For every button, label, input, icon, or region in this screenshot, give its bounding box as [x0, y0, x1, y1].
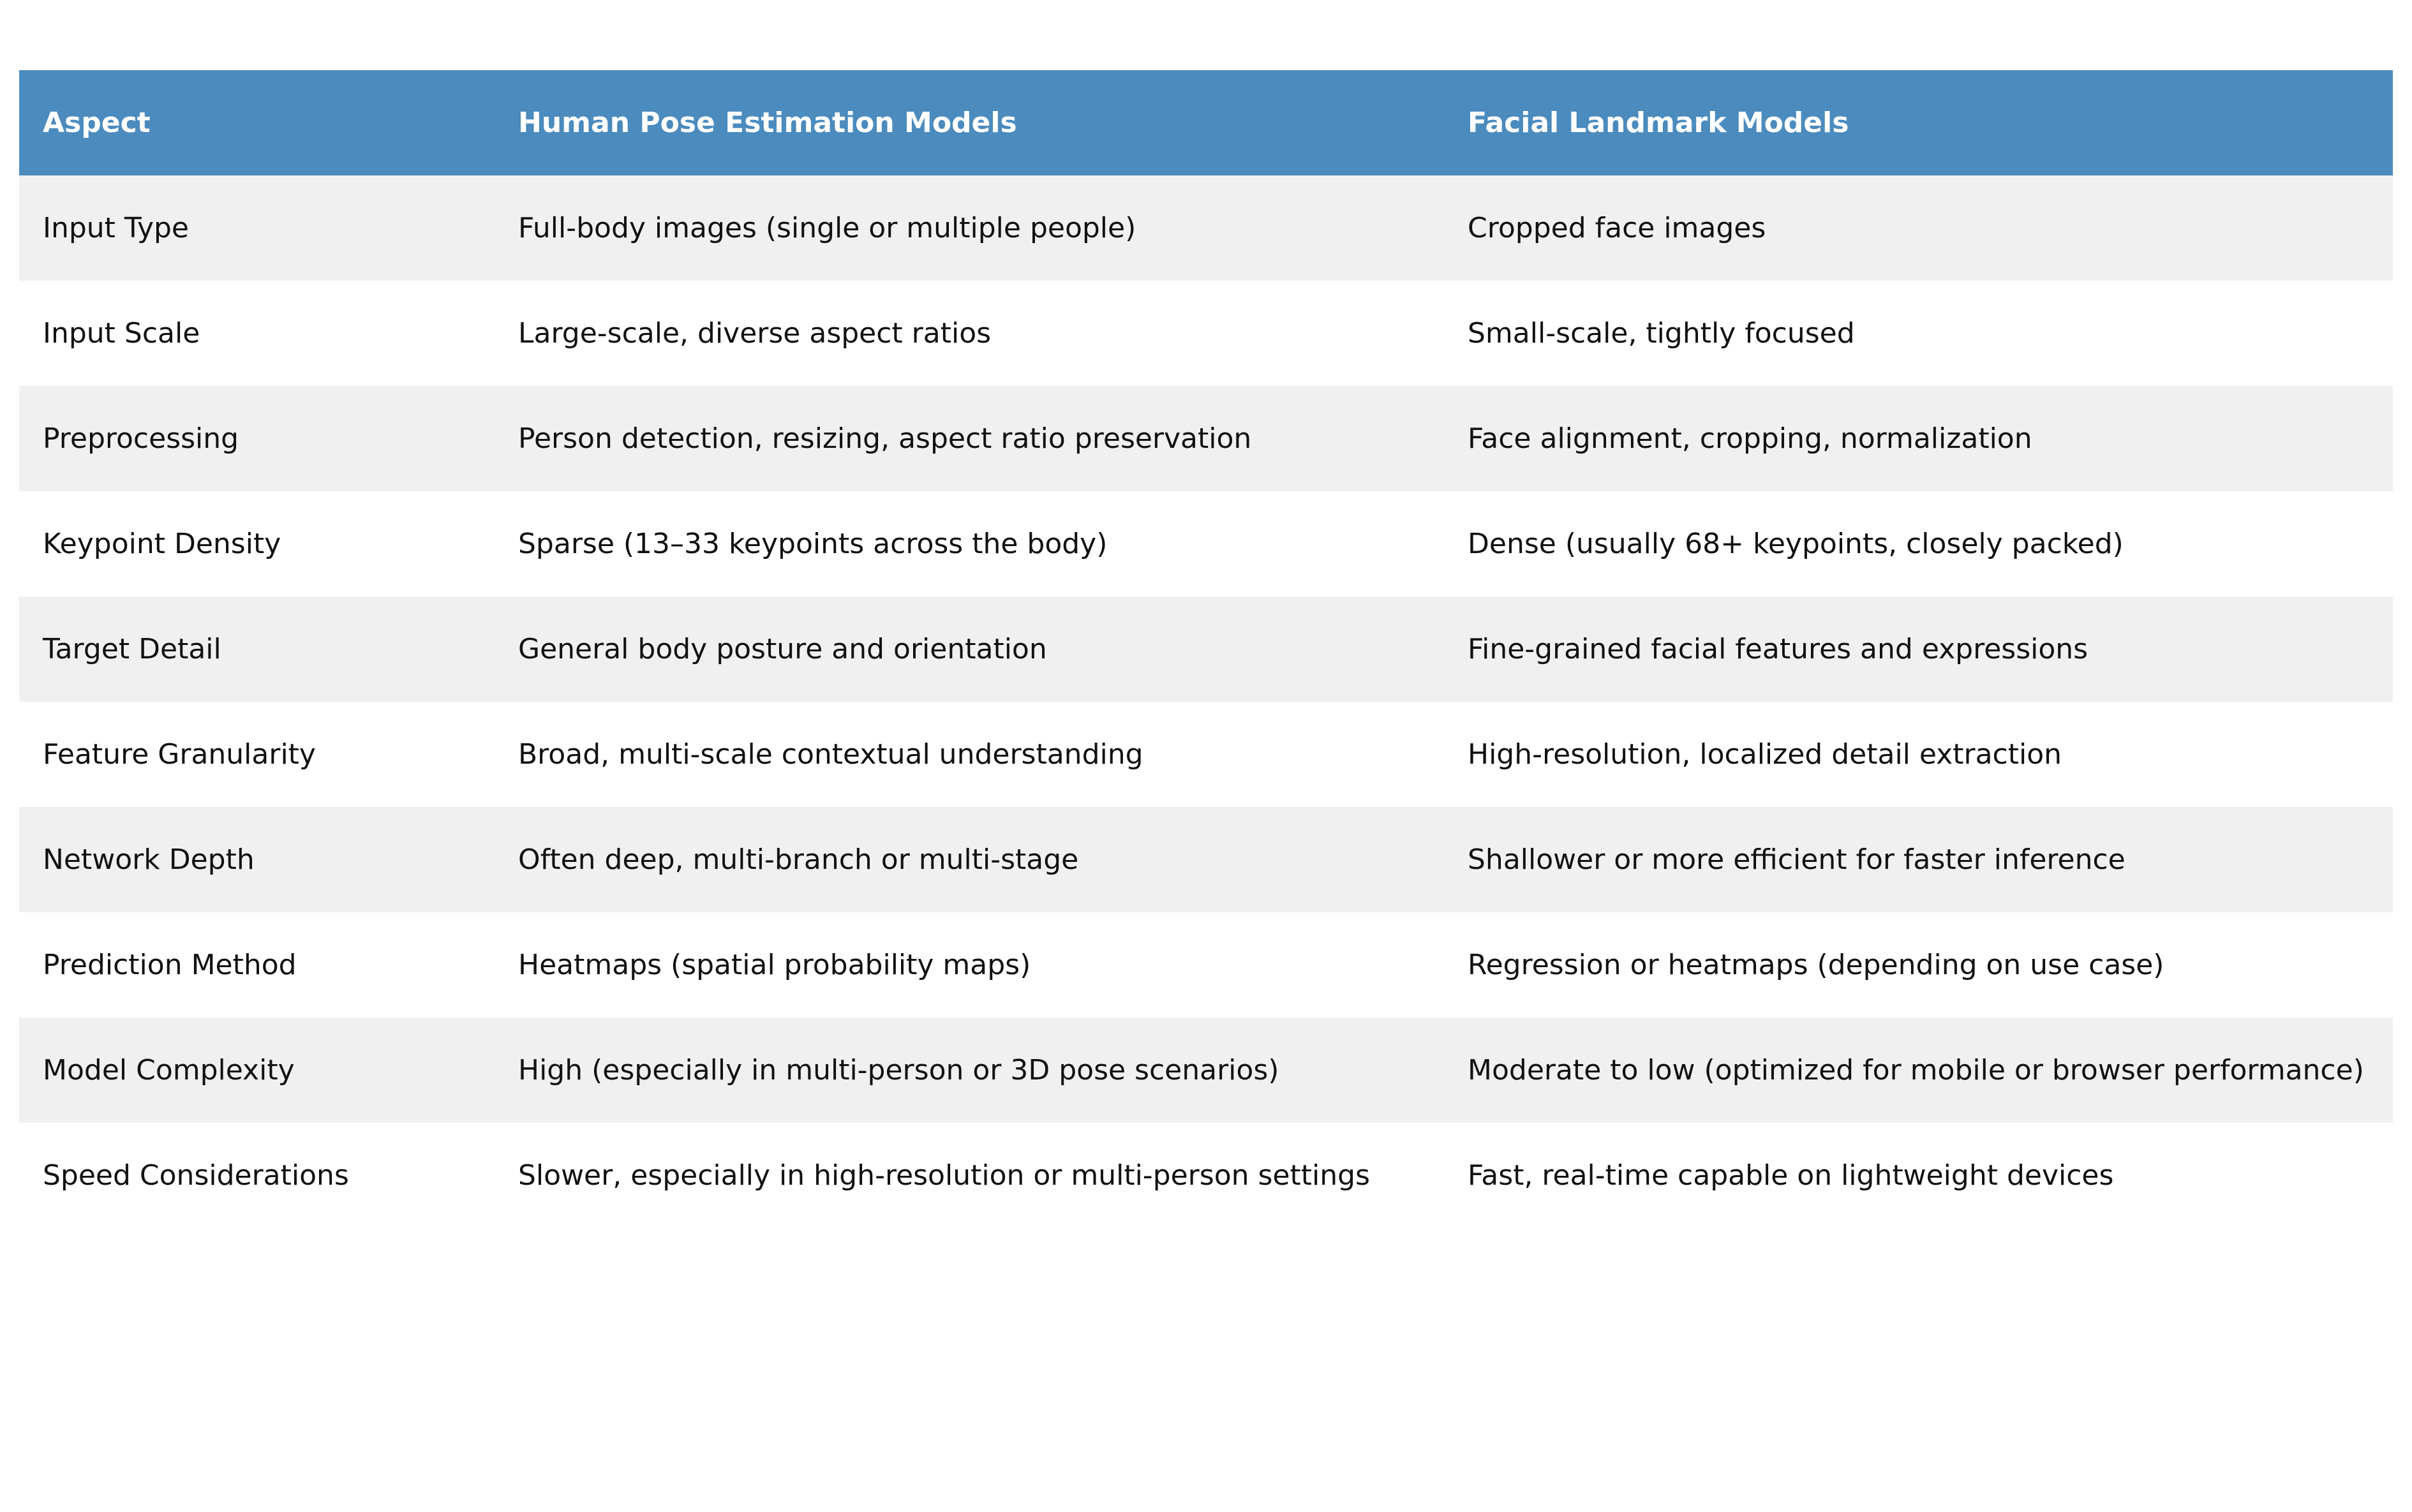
cell-human-pose: Often deep, multi-branch or multi-stage [518, 843, 1079, 876]
cell-human-pose: Slower, especially in high-resolution or multi-person settings [518, 1159, 1370, 1192]
cell-human-pose: Sparse (13–33 keypoints across the body) [518, 528, 1108, 560]
cell-aspect: Preprocessing [43, 422, 239, 455]
table-row [19, 912, 2393, 1018]
cell-aspect: Speed Considerations [43, 1159, 349, 1192]
table-row [19, 702, 2393, 807]
cell-aspect: Network Depth [43, 843, 255, 876]
cell-facial-landmark: Moderate to low (optimized for mobile or browser performance) [1468, 1054, 2364, 1086]
header-aspect: Aspect [43, 107, 151, 139]
table-row [19, 281, 2393, 386]
table-row [19, 807, 2393, 912]
cell-facial-landmark: Regression or heatmaps (depending on use case) [1468, 949, 2164, 981]
table-row [19, 386, 2393, 491]
table-row [19, 175, 2393, 281]
header-facial-landmark-models: Facial Landmark Models [1468, 107, 1849, 139]
cell-facial-landmark: Fast, real-time capable on lightweight devices [1468, 1159, 2114, 1192]
cell-aspect: Feature Granularity [43, 738, 316, 771]
cell-aspect: Model Complexity [43, 1054, 295, 1086]
header-row [19, 70, 2393, 175]
table-row [19, 1123, 2393, 1228]
cell-facial-landmark: High-resolution, localized detail extraction [1468, 738, 2062, 771]
cell-human-pose: Heatmaps (spatial probability maps) [518, 949, 1031, 981]
cell-aspect: Target Detail [43, 633, 221, 665]
cell-aspect: Prediction Method [43, 949, 297, 981]
cell-facial-landmark: Dense (usually 68+ keypoints, closely packed) [1468, 528, 2124, 560]
cell-facial-landmark: Shallower or more efficient for faster inference [1468, 843, 2125, 876]
cell-facial-landmark: Small-scale, tightly focused [1468, 317, 1855, 350]
table-row [19, 491, 2393, 597]
cell-human-pose: Person detection, resizing, aspect ratio preservation [518, 422, 1252, 455]
cell-aspect: Keypoint Density [43, 528, 281, 560]
cell-human-pose: General body posture and orientation [518, 633, 1047, 665]
cell-human-pose: High (especially in multi-person or 3D pose scenarios) [518, 1054, 1279, 1086]
cell-human-pose: Broad, multi-scale contextual understanding [518, 738, 1143, 771]
table-header [19, 70, 2393, 175]
cell-human-pose: Full-body images (single or multiple people) [518, 212, 1136, 244]
table-row [19, 1018, 2393, 1123]
header-human-pose-estimation-models: Human Pose Estimation Models [518, 107, 1017, 139]
table-body [19, 175, 2393, 1228]
table-row [19, 597, 2393, 702]
cell-facial-landmark: Fine-grained facial features and expressions [1468, 633, 2088, 665]
cell-aspect: Input Scale [43, 317, 200, 350]
cell-facial-landmark: Cropped face images [1468, 212, 1766, 244]
cell-facial-landmark: Face alignment, cropping, normalization [1468, 422, 2032, 455]
cell-human-pose: Large-scale, diverse aspect ratios [518, 317, 992, 350]
cell-aspect: Input Type [43, 212, 189, 244]
comparison-table [19, 70, 2393, 1228]
